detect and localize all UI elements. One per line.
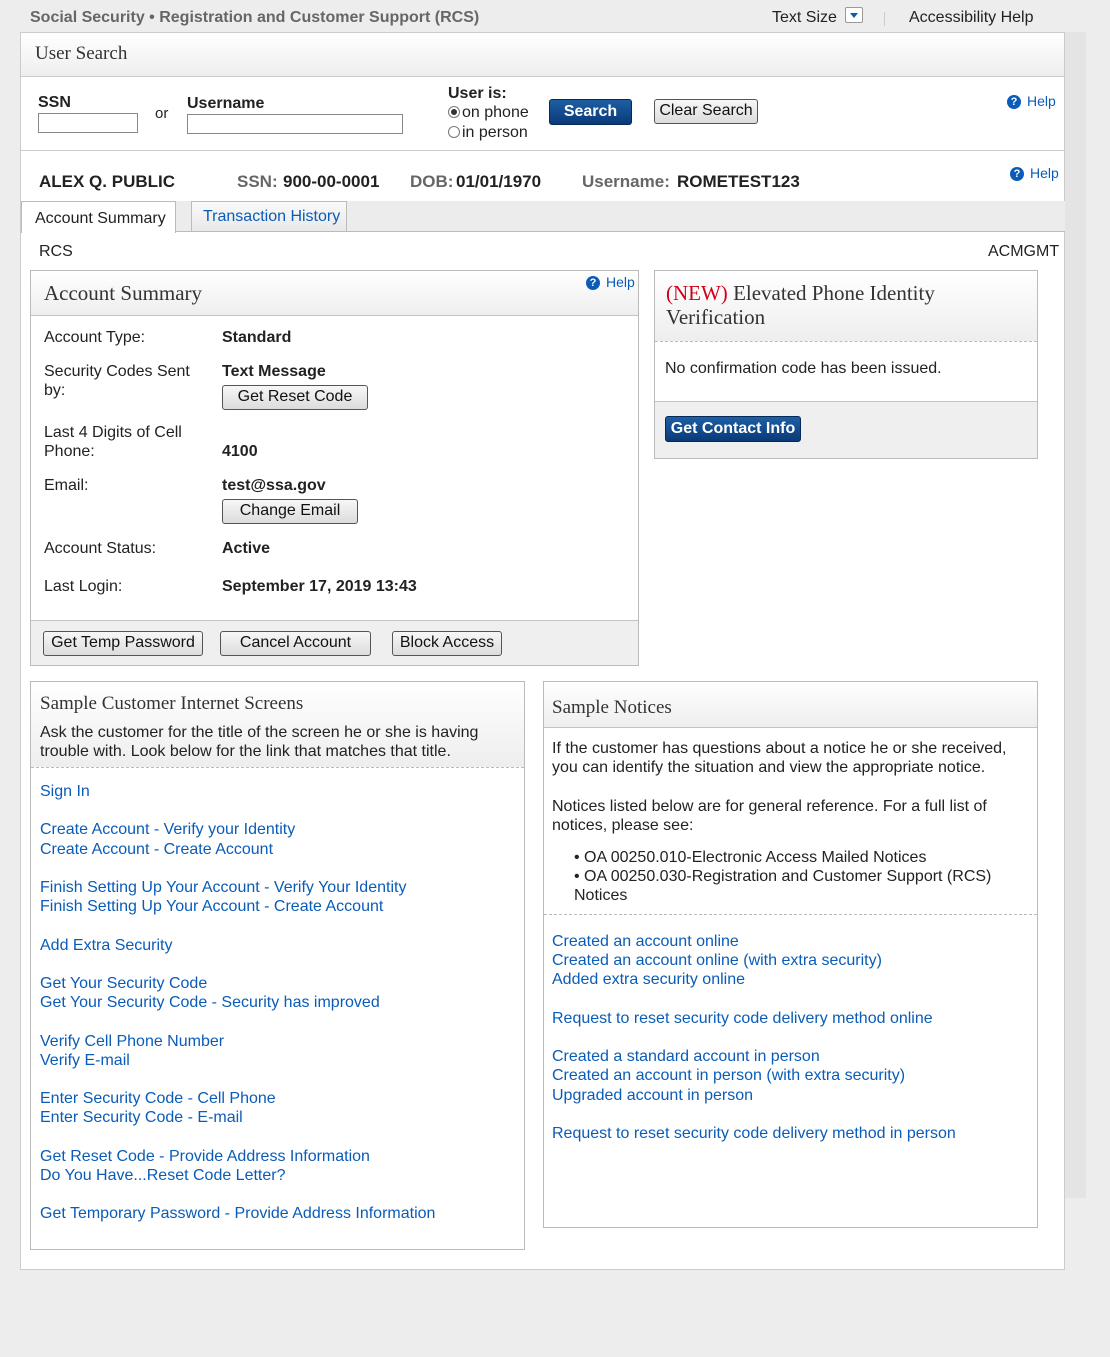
sample-screen-link[interactable]: Sign In	[40, 783, 90, 800]
notice-link[interactable]: Upgraded account in person	[552, 1087, 754, 1104]
sample-screen-link[interactable]: Do You Have...Reset Code Letter?	[40, 1167, 286, 1184]
block-access-button[interactable]: Block Access	[392, 631, 502, 656]
cell-digits-label: Last 4 Digits of Cell Phone:	[44, 424, 182, 460]
sample-screen-link[interactable]: Get Your Security Code	[40, 975, 208, 992]
right-scroll-strip	[1064, 32, 1086, 1198]
ssn-input[interactable]	[38, 113, 138, 133]
notice-link[interactable]: Request to reset security code delivery method online	[552, 1010, 933, 1027]
notice-link[interactable]: Created an account online	[552, 933, 739, 950]
ssn-label: SSN	[38, 94, 71, 111]
email-value: test@ssa.gov	[222, 477, 326, 494]
sample-screen-link[interactable]: Enter Security Code - E-mail	[40, 1109, 243, 1126]
on-phone-radio[interactable]	[448, 104, 529, 122]
tab-strip	[21, 201, 1065, 232]
confirmation-message: No confirmation code has been issued.	[665, 360, 942, 377]
customer-name: ALEX Q. PUBLIC	[39, 172, 176, 191]
sample-notices-title: Sample Notices	[552, 697, 672, 718]
customer-help-link[interactable]	[1010, 165, 1059, 181]
notice-link[interactable]: Created an account online (with extra security)	[552, 952, 882, 969]
sample-screen-link[interactable]: Get Your Security Code - Security has improved	[40, 994, 380, 1011]
customer-dob: 01/01/1970	[456, 172, 542, 191]
sample-screen-link[interactable]: Create Account - Create Account	[40, 841, 274, 858]
sample-screen-link[interactable]: Verify E-mail	[40, 1052, 130, 1069]
sample-screen-link[interactable]: Verify Cell Phone Number	[40, 1033, 225, 1050]
customer-dob-label: DOB:	[410, 172, 454, 191]
security-codes-value: Text Message	[222, 363, 326, 380]
on-phone-label: on phone	[462, 104, 529, 121]
customer-ssn: 900-00-0001	[283, 172, 380, 191]
sample-screens-intro: Ask the customer for the title of the screen he or she is having trouble with. Look below for the link that matches that title.	[40, 724, 479, 760]
account-summary-panel	[30, 270, 639, 666]
accessibility-help-link[interactable]: Accessibility Help	[909, 9, 1034, 26]
email-label: Email:	[44, 477, 89, 494]
help-icon: ?	[586, 276, 600, 290]
sample-notices-panel	[543, 681, 1038, 1228]
notices-divider	[544, 914, 1037, 915]
in-person-radio[interactable]	[448, 124, 528, 142]
account-summary-help-link[interactable]	[586, 274, 635, 290]
account-status-label: Account Status:	[44, 540, 157, 557]
elevated-phone-panel	[654, 270, 1038, 459]
sample-screens-header	[31, 682, 524, 768]
sample-notices-header	[544, 682, 1037, 728]
cell-digits-value: 4100	[222, 443, 258, 460]
help-icon: ?	[1007, 95, 1021, 109]
elevated-phone-footer	[655, 401, 1037, 458]
cancel-account-button[interactable]: Cancel Account	[220, 631, 371, 656]
notice-link[interactable]: Added extra security online	[552, 971, 745, 988]
context-right: ACMGMT	[988, 243, 1060, 260]
user-search-heading: User Search	[35, 43, 128, 64]
search-help-label: Help	[1027, 93, 1056, 109]
notice-reference-link[interactable]: • OA 00250.010-Electronic Access Mailed Notices	[574, 849, 927, 866]
sample-screens-title: Sample Customer Internet Screens	[40, 693, 304, 714]
sample-screen-link[interactable]: Add Extra Security	[40, 937, 173, 954]
notices-intro-2: Notices listed below are for general reference. For a full list of notices, please see:	[552, 798, 987, 834]
user-is-label: User is:	[448, 85, 507, 102]
customer-ssn-label: SSN:	[237, 172, 278, 191]
text-size-label: Text Size	[772, 9, 837, 26]
account-summary-help-label: Help	[606, 274, 635, 290]
sample-screen-link[interactable]: Create Account - Verify your Identity	[40, 821, 296, 838]
radio-unselected-icon	[448, 126, 460, 138]
account-status-value: Active	[222, 540, 271, 557]
customer-username: ROMETEST123	[677, 172, 800, 191]
notice-link[interactable]: Created a standard account in person	[552, 1048, 820, 1065]
change-email-button[interactable]: Change Email	[222, 499, 358, 524]
username-input[interactable]	[187, 114, 403, 134]
account-summary-title: Account Summary	[44, 281, 203, 305]
notice-link[interactable]: Request to reset security code delivery method in person	[552, 1125, 956, 1142]
notices-intro-1: If the customer has questions about a notice he or she received, you can identify the situation and view the appropriate notice.	[552, 740, 1007, 776]
search-button[interactable]: Search	[549, 99, 632, 125]
in-person-label: in person	[462, 124, 528, 141]
customer-username-label: Username:	[582, 172, 670, 191]
search-form	[21, 77, 1064, 151]
security-codes-label: Security Codes Sent by:	[44, 363, 190, 399]
get-contact-info-button[interactable]: Get Contact Info	[665, 416, 801, 442]
help-icon: ?	[1010, 167, 1024, 181]
radio-selected-icon	[448, 106, 460, 118]
user-search-header	[21, 33, 1064, 77]
search-help-link[interactable]	[1007, 93, 1056, 109]
elevated-phone-header	[655, 271, 1037, 342]
tab-account-summary-label: Account Summary	[35, 210, 166, 227]
account-type-value: Standard	[222, 329, 292, 346]
context-left: RCS	[39, 243, 73, 260]
get-reset-code-button[interactable]: Get Reset Code	[222, 385, 368, 410]
last-login-label: Last Login:	[44, 578, 123, 595]
customer-info-bar	[21, 151, 1064, 201]
account-summary-header	[31, 271, 638, 316]
elevated-phone-title	[666, 281, 1026, 329]
notice-reference-link[interactable]: • OA 00250.030-Registration and Customer Support (RCS) Notices	[574, 868, 992, 904]
account-summary-footer	[31, 620, 638, 665]
top-bar	[0, 0, 1064, 32]
elevated-phone-title-text: Elevated Phone Identity Verification	[666, 281, 935, 329]
app-title: Social Security • Registration and Customer Support (RCS)	[30, 9, 480, 26]
tab-account-summary[interactable]	[21, 201, 176, 233]
clear-search-button[interactable]: Clear Search	[654, 99, 758, 124]
sample-screen-link[interactable]: Get Temporary Password - Provide Address Information	[40, 1205, 436, 1222]
notice-link[interactable]: Created an account in person (with extra security)	[552, 1067, 906, 1084]
tab-transaction-history-label: Transaction History	[203, 208, 341, 225]
sample-screen-link[interactable]: Finish Setting Up Your Account - Verify Your Identity	[40, 879, 407, 896]
sample-screen-link[interactable]: Enter Security Code - Cell Phone	[40, 1090, 276, 1107]
tab-transaction-history[interactable]	[191, 201, 347, 232]
last-login-value: September 17, 2019 13:43	[222, 578, 417, 595]
account-type-label: Account Type:	[44, 329, 146, 346]
username-label: Username	[187, 95, 265, 112]
sample-screen-link[interactable]: Finish Setting Up Your Account - Create Account	[40, 898, 384, 915]
sample-screens-panel	[30, 681, 525, 1250]
sample-screen-link[interactable]: Get Reset Code - Provide Address Information	[40, 1148, 370, 1165]
new-tag: (NEW)	[666, 281, 728, 305]
or-label: or	[155, 105, 169, 122]
customer-help-label: Help	[1030, 165, 1059, 181]
text-size-dropdown-icon[interactable]	[845, 7, 863, 23]
get-temp-password-button[interactable]: Get Temp Password	[43, 631, 203, 656]
top-divider	[884, 12, 885, 26]
